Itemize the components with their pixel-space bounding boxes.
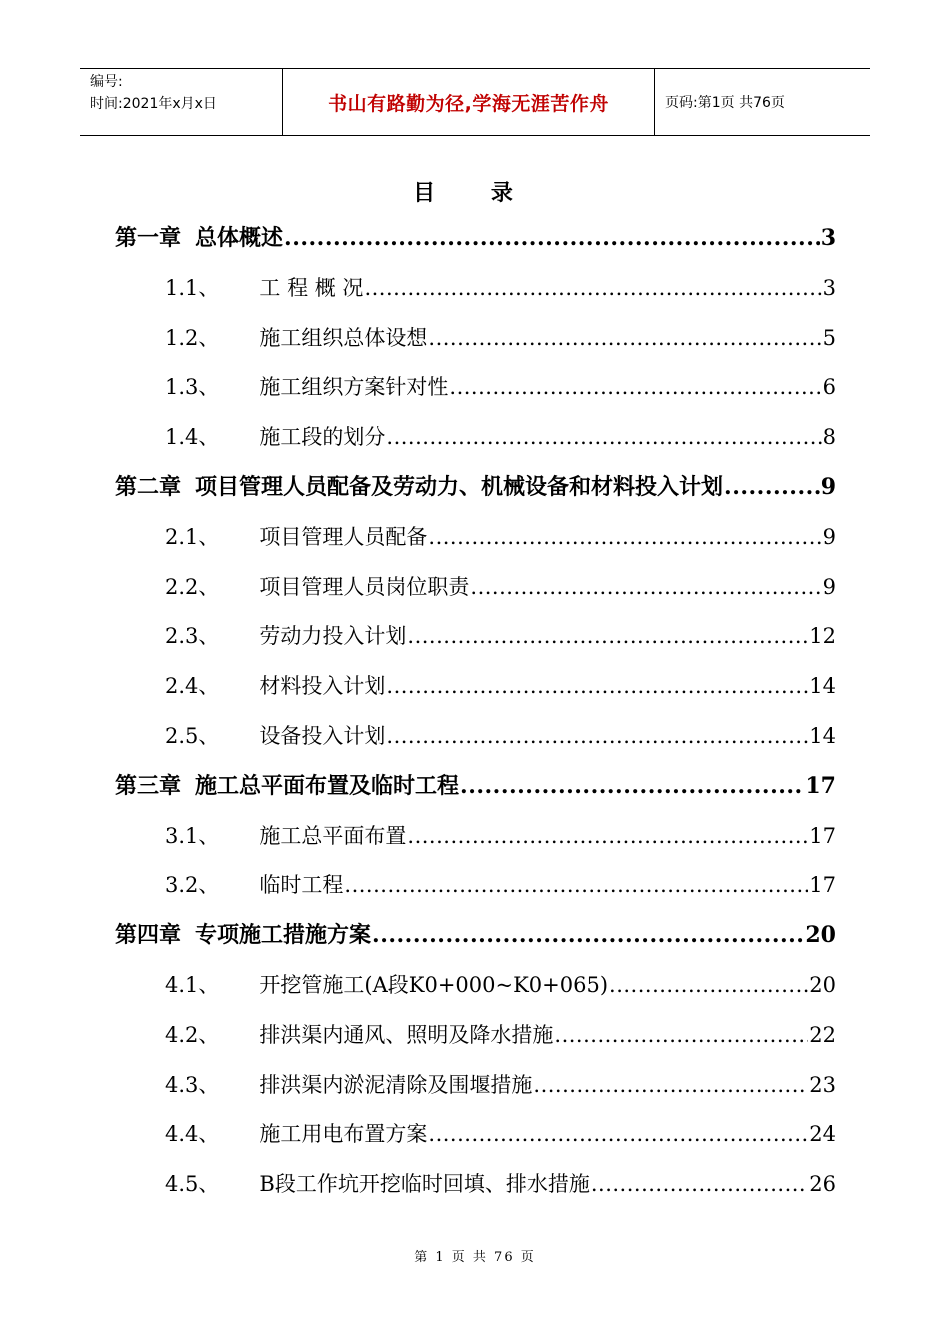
toc-entry-number: 第二章 [115,474,182,500]
toc-entry-label: 总体概述 [195,226,284,251]
toc-entry[interactable] [165,716,836,756]
toc-entry-page: 6 [822,375,836,400]
toc-entry-label: 排洪渠内淤泥清除及围堰措施 [259,1072,533,1097]
toc-entry[interactable] [115,218,836,258]
toc-entry[interactable] [165,666,836,706]
header-motto-cell [282,69,655,135]
toc-entry-page: 5 [822,325,836,350]
header-meta [80,69,282,135]
toc-entry-number: 1.4、 [165,425,220,450]
toc-entry-label: 临时工程 [259,873,344,898]
toc-entry[interactable] [165,567,836,607]
toc-entry-page: 17 [809,873,836,898]
toc-entry-number: 第三章 [115,772,182,799]
toc-leader-dots [364,268,821,308]
toc-leader-dots [386,666,808,706]
page-header [80,68,870,136]
toc-entry-label: 施工段的划分 [259,425,386,450]
toc-entry[interactable] [165,417,836,457]
toc-entry-page: 3 [820,225,836,251]
toc-entry-page: 22 [809,1022,836,1047]
toc-entry-number: 2.3、 [165,624,220,649]
toc-entry-number: 1.1、 [165,275,220,300]
toc-title: 目 录 [413,181,537,206]
toc-entry[interactable] [115,766,836,806]
toc-entry-number: 3.1、 [165,823,220,848]
toc-entry-page: 8 [822,425,836,450]
toc-entry[interactable] [165,1065,836,1105]
toc-entry-number: 2.1、 [165,524,220,549]
toc-entry-label: 材料投入计划 [259,674,386,699]
toc-entry[interactable] [165,865,836,905]
toc-leader-dots [428,318,821,358]
toc-entry-page: 20 [805,922,836,949]
toc-entry-label: 工 程 概 况 [259,275,364,300]
toc-leader-dots [407,616,808,656]
toc-entry-label: 排洪渠内通风、照明及降水措施 [259,1022,554,1047]
toc-entry-number: 4.1、 [165,973,220,997]
toc-leader-dots [460,766,804,806]
toc-leader-dots [724,467,820,507]
toc-entry-number: 1.2、 [165,325,220,350]
toc-entry-number: 4.2、 [165,1022,220,1047]
toc-entry-page: 9 [822,524,836,549]
toc-entry-label: 项目管理人员配备及劳动力、机械设备和材料投入计划 [195,475,724,500]
toc-entry-label: B段工作坑开挖临时回填、排水措施 [259,1172,590,1197]
toc-entry-label: 施工组织总体设想 [259,325,428,350]
toc-entry-label: 劳动力投入计划 [259,624,407,649]
toc-entry-page: 9 [820,474,836,500]
toc-entry-number: 2.4、 [165,674,220,699]
toc-entry[interactable] [165,616,836,656]
toc-entry-number: 第四章 [115,922,182,949]
toc-leader-dots [372,915,804,955]
toc-entry-number: 2.5、 [165,724,220,748]
toc-entry[interactable] [165,318,836,358]
toc-entry-number: 4.3、 [165,1072,220,1097]
toc-entry-page: 14 [809,674,836,699]
toc-entry[interactable] [165,367,836,407]
toc-entry-label: 施工组织方案针对性 [259,375,449,400]
toc-leader-dots [554,1015,808,1055]
toc-entry[interactable] [165,1164,836,1204]
toc-leader-dots [407,816,808,856]
toc-entry-page: 17 [805,772,836,799]
toc-entry-number: 4.5、 [165,1172,220,1197]
toc-entry-number: 4.4、 [165,1122,220,1147]
toc-entry-page: 12 [809,624,836,649]
toc-entry-label: 项目管理人员配备 [259,524,428,549]
toc-entry-label: 施工总平面布置 [259,823,407,848]
toc-entry-label: 施工用电布置方案 [259,1122,428,1147]
toc-leader-dots [284,218,820,258]
header-page-info: 页码:第1页 共76页 [665,95,785,111]
toc-entry[interactable] [165,268,836,308]
toc-entry[interactable] [165,1114,836,1154]
toc-entry-label: 项目管理人员岗位职责 [259,574,470,599]
toc-entry-page: 24 [809,1122,836,1147]
toc-leader-dots [428,1114,808,1154]
toc-leader-dots [609,965,808,1005]
toc-entry[interactable] [165,1015,836,1055]
toc-entry-number: 2.2、 [165,574,220,599]
toc-entry-label: 设备投入计划 [259,724,386,748]
toc-entry-number: 第一章 [115,225,182,251]
toc-entry-number: 3.2、 [165,873,220,898]
date-label: 时间:2021年x月x日 [90,96,217,112]
toc-entry[interactable] [115,915,836,955]
toc-leader-dots [386,716,808,756]
page-footer: 第 1 页 共 76 页 [414,1250,536,1265]
header-page-info-cell [655,69,870,135]
toc-leader-dots [591,1164,808,1204]
toc-entry-page: 3 [822,275,836,300]
toc-entry[interactable] [165,517,836,557]
toc-leader-dots [449,367,821,407]
toc-entry-number: 1.3、 [165,375,220,400]
toc-entry-page: 23 [809,1072,836,1097]
toc-leader-dots [533,1065,808,1105]
toc-leader-dots [470,567,821,607]
toc-entry-page: 26 [809,1172,836,1197]
toc-entry-page: 14 [809,724,836,748]
toc-leader-dots [428,517,821,557]
toc-entry-label: 专项施工措施方案 [195,923,372,949]
toc-entry-page: 9 [822,574,836,599]
toc-leader-dots [344,865,808,905]
toc-leader-dots [386,417,821,457]
toc-entry[interactable] [165,965,836,1005]
header-motto: 书山有路勤为径,学海无涯苦作舟 [328,92,609,115]
toc-entry-label: 施工总平面布置及临时工程 [195,773,460,799]
serial-label: 编号: [90,74,123,90]
toc-entry-page: 17 [809,823,836,848]
toc-entry-label: 开挖管施工(A段K0+000~K0+065) [259,973,609,997]
toc-entry[interactable] [165,816,836,856]
toc-entry-page: 20 [809,973,836,997]
toc-entry[interactable] [115,467,836,507]
